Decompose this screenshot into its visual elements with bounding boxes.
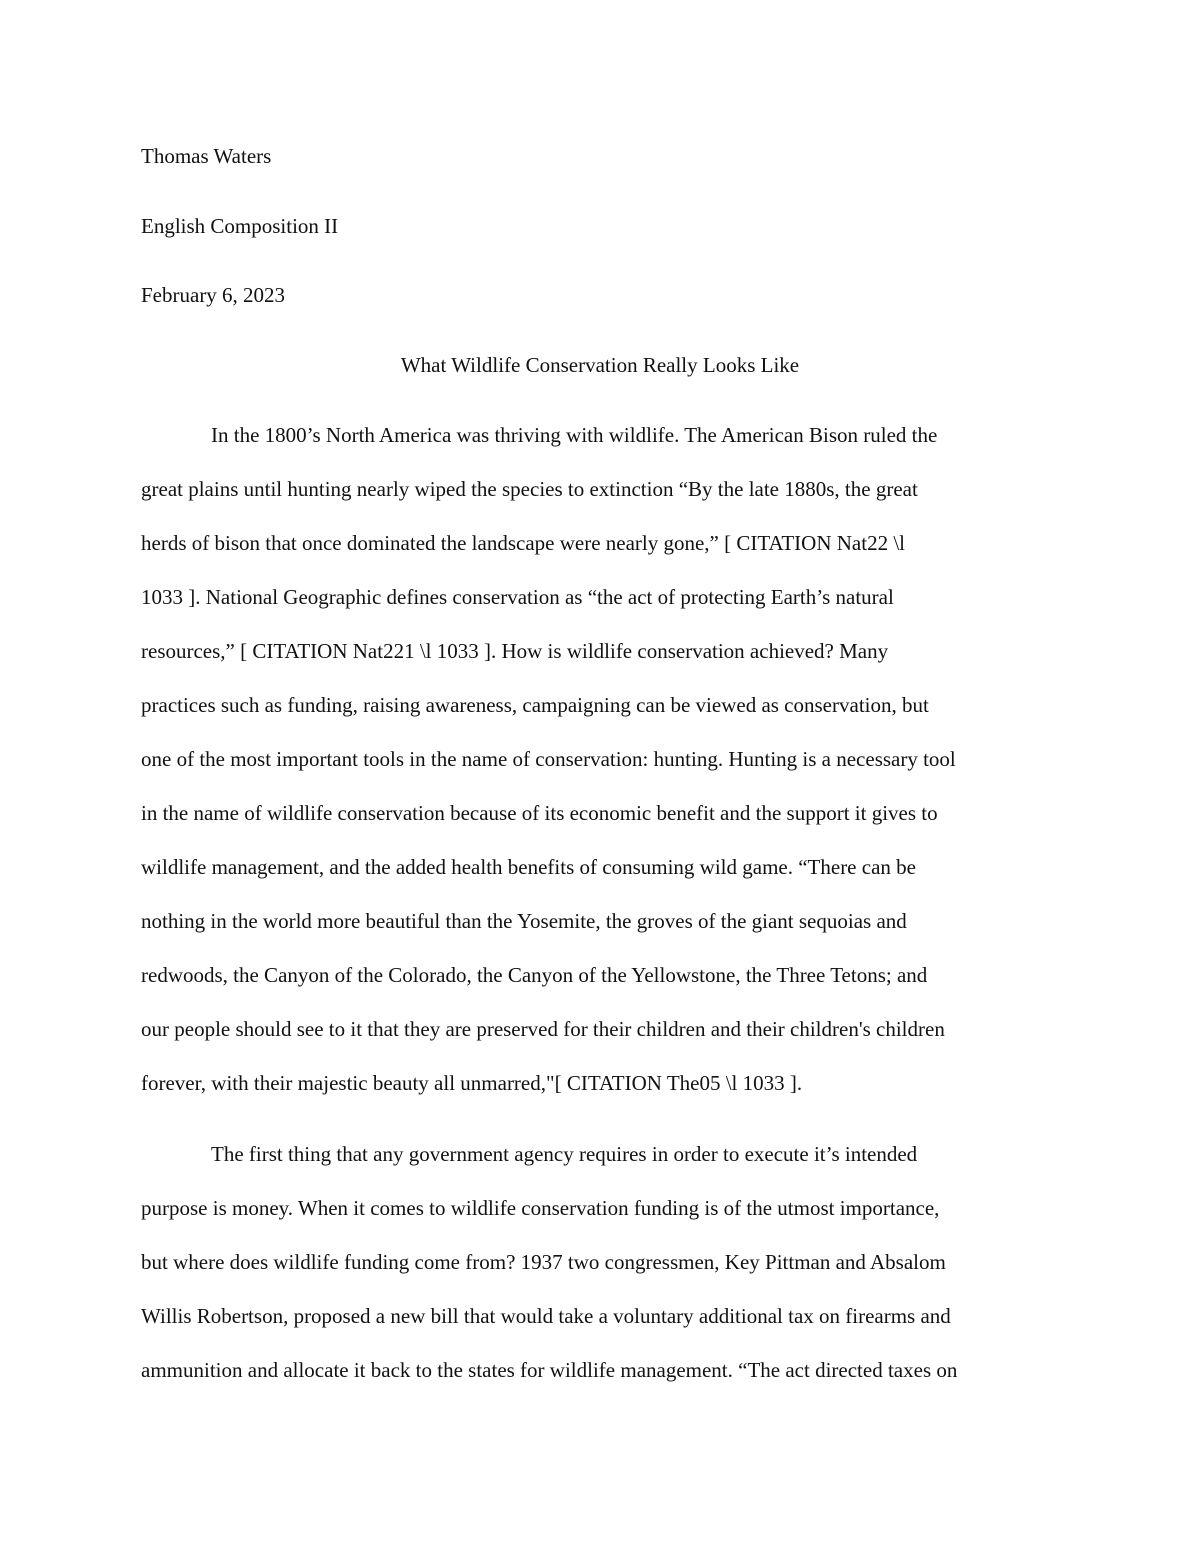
document-date: February 6, 2023: [141, 283, 286, 307]
text-line: in the name of wildlife conservation because of its economic benefit and the support it gives to: [141, 801, 938, 825]
text-line: The first thing that any government agency requires in order to execute it’s intended: [211, 1142, 918, 1166]
text-line: one of the most important tools in the name of conservation: hunting. Hunting is a necessary tool: [141, 747, 956, 771]
text-line: wildlife management, and the added health benefits of consuming wild game. “There can be: [141, 855, 916, 879]
page-title: What Wildlife Conservation Really Looks Like: [400, 353, 800, 377]
text-line: herds of bison that once dominated the landscape were nearly gone,” [ CITATION Nat22 \l: [141, 531, 905, 555]
text-line: forever, with their majestic beauty all unmarred,"[ CITATION The05 \l 1033 ].: [141, 1071, 803, 1095]
text-line: nothing in the world more beautiful than the Yosemite, the groves of the giant sequoias and: [141, 909, 907, 933]
author-name: Thomas Waters: [141, 144, 272, 168]
paragraph-2: [141, 1139, 1059, 1409]
text-line: our people should see to it that they are preserved for their children and their children's children: [141, 1017, 945, 1041]
paragraph-1: [141, 420, 1059, 1122]
text-line: but where does wildlife funding come from? 1937 two congressmen, Key Pittman and Absalom: [141, 1250, 946, 1274]
text-line: great plains until hunting nearly wiped the species to extinction “By the late 1880s, the great: [141, 477, 918, 501]
text-line: Willis Robertson, proposed a new bill that would take a voluntary additional tax on firearms and: [141, 1304, 951, 1328]
course-name: English Composition II: [141, 214, 339, 238]
text-line: redwoods, the Canyon of the Colorado, the Canyon of the Yellowstone, the Three Tetons; and: [141, 963, 928, 987]
text-line: 1033 ]. National Geographic defines conservation as “the act of protecting Earth’s natural: [141, 585, 894, 609]
text-line: purpose is money. When it comes to wildlife conservation funding is of the utmost importance,: [141, 1196, 940, 1220]
text-line: In the 1800’s North America was thriving with wildlife. The American Bison ruled the: [211, 423, 938, 447]
text-line: practices such as funding, raising awareness, campaigning can be viewed as conservation, but: [141, 693, 929, 717]
text-line: resources,” [ CITATION Nat221 \l 1033 ]. How is wildlife conservation achieved? Many: [141, 639, 889, 663]
text-line: ammunition and allocate it back to the states for wildlife management. “The act directed taxes on: [141, 1358, 958, 1382]
